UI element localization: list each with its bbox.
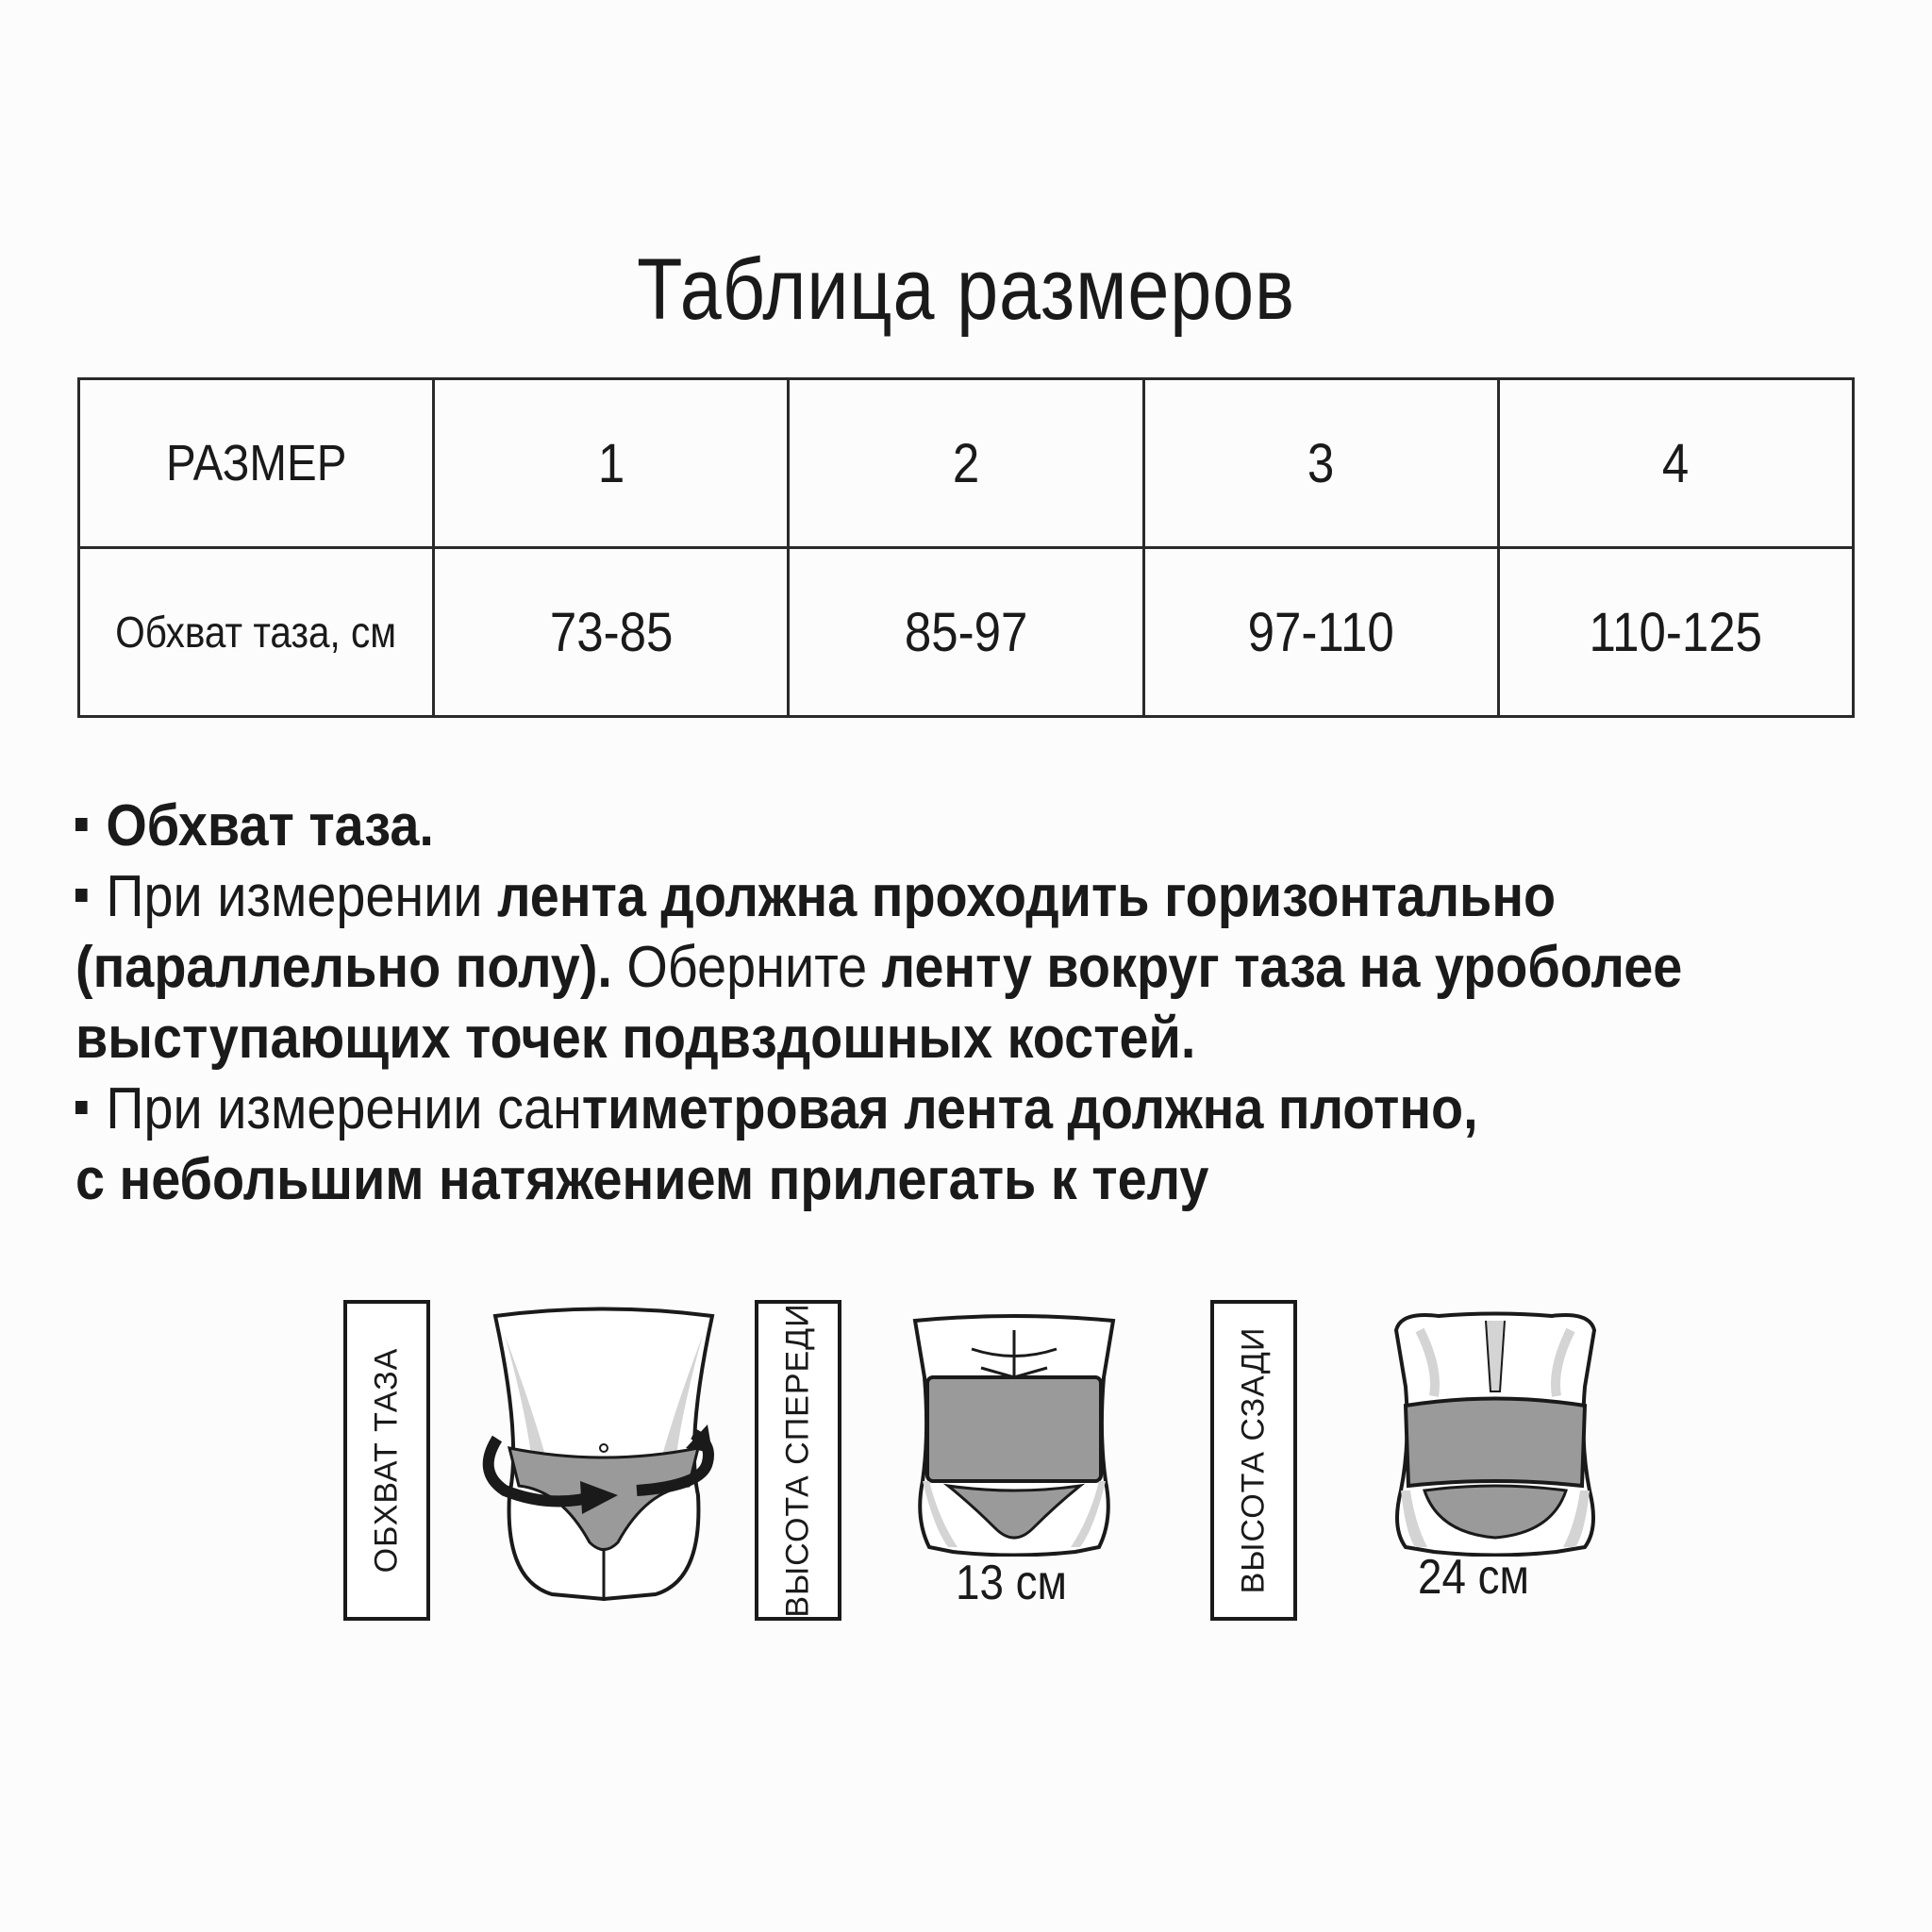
- table-cell: 110-125: [1498, 548, 1853, 717]
- bullet-icon: [75, 818, 88, 831]
- table-cell: Обхват таза, см: [79, 548, 434, 717]
- table-row-header: [79, 379, 1854, 548]
- back-height-figure: [1382, 1311, 1608, 1557]
- table-cell: 85-97: [789, 548, 1143, 717]
- back-height-label: ВЫСОТА СЗАДИ: [1210, 1300, 1297, 1621]
- table-cell: 1: [434, 379, 789, 548]
- back-height-value: 24 см: [1418, 1550, 1530, 1605]
- front-height-value: 13 см: [956, 1556, 1068, 1610]
- front-height-figure: [906, 1311, 1123, 1557]
- bullet-icon: [75, 889, 88, 902]
- instructions-line: выступающих точек подвздошных костей.: [75, 1006, 1196, 1071]
- instructions-line: При измерении сантиметровая лента должна плотно,: [75, 1074, 1689, 1144]
- table-row: [79, 548, 1854, 717]
- page-title: Таблица размеров: [637, 242, 1295, 338]
- bullet-icon: [75, 1101, 88, 1114]
- hip-circumference-label: ОБХВАТ ТАЗА: [343, 1300, 430, 1621]
- hip-measure-figure: [476, 1307, 731, 1608]
- instructions-line: При измерении лента должна проходить горизонтально: [75, 861, 1689, 932]
- table-cell: 97-110: [1143, 548, 1498, 717]
- table-cell: 4: [1498, 379, 1853, 548]
- table-cell: 2: [789, 379, 1143, 548]
- table-cell: РАЗМЕР: [79, 379, 434, 548]
- instructions-line: с небольшим натяжением прилегать к телу: [75, 1147, 1209, 1212]
- table-cell: 73-85: [434, 548, 789, 717]
- instructions-line: (параллельно полу). Оберните ленту вокруг таза на уроболее: [75, 935, 1683, 1000]
- table-cell: 3: [1143, 379, 1498, 548]
- instructions-heading: Обхват таза.: [75, 791, 1689, 861]
- front-height-label: ВЫСОТА СПЕРЕДИ: [755, 1300, 841, 1621]
- size-table: [77, 377, 1855, 718]
- measurement-instructions: [75, 791, 1868, 1215]
